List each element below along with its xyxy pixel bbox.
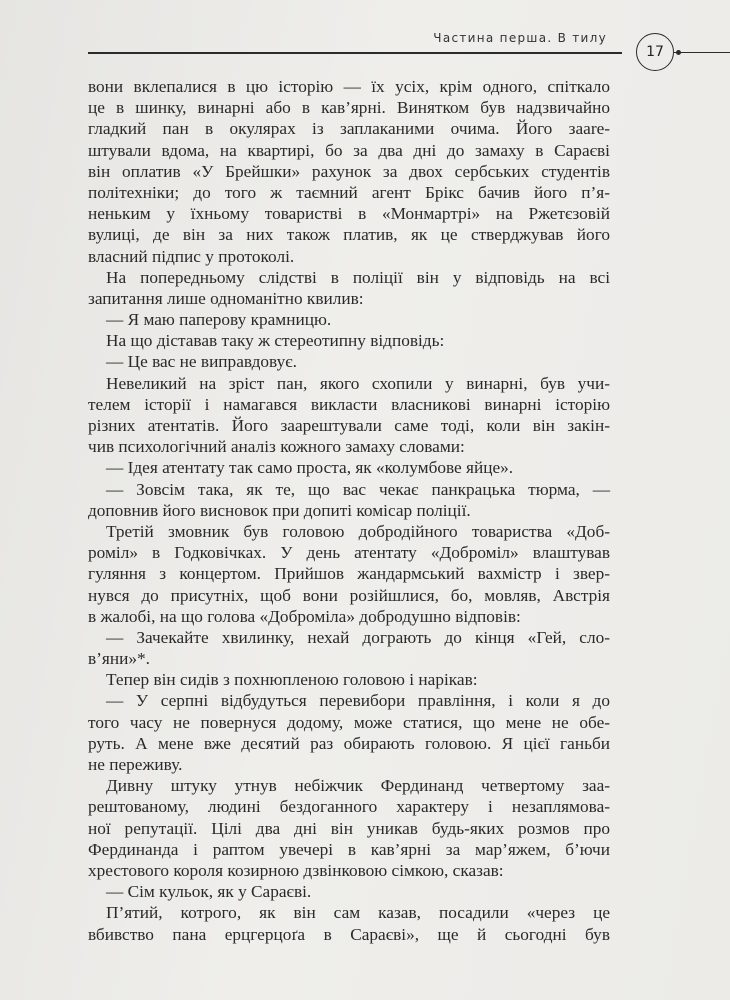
text-line: руть. А мене вже десятий раз обирають головою. Я цієї ганьби	[88, 733, 610, 753]
paragraph	[88, 309, 610, 330]
paragraph	[88, 267, 610, 309]
text-line: — Це вас не виправдовує.	[106, 352, 297, 372]
text-line: роміл» в Годковічках. У день атентату «Доброміл» влаштував	[88, 543, 610, 563]
text-line: гладкий пан в окулярах із заплаканими очима. Його заare-	[88, 119, 610, 139]
text-line: — Зачекайте хвилинку, нехай дограють до кінця «Гей, сло-	[106, 627, 610, 647]
text-line: запитання лише одноманітно квилив:	[88, 288, 364, 308]
body-text	[88, 76, 610, 945]
text-line: телем історії і намагався викласти власникові винарні історію	[88, 394, 610, 414]
paragraph	[88, 669, 610, 690]
text-line: штували вдома, на квартирі, бо за два дні до замаху в Сараєві	[88, 140, 610, 160]
text-line: доповнив його висновок при допиті комісар поліції.	[88, 500, 471, 520]
text-line: власний підпис у протоколі.	[88, 246, 295, 266]
text-line: Третій змовник був головою добродійного товариства «Доб-	[106, 521, 610, 541]
text-line: неньким у їхньому товаристві в «Монмартрі» на Ржетєзовій	[88, 204, 610, 224]
text-line: в жалобі, на що голова «Доброміла» добродушно відповів:	[88, 606, 521, 626]
paragraph	[88, 479, 610, 521]
text-line: різних атентатів. Його заарештували саме тоді, коли він закін-	[88, 416, 610, 435]
paragraph	[88, 351, 610, 372]
text-line: в’яни»*.	[88, 649, 150, 669]
text-line: На попередньому слідстві в поліції він у відповідь на всі	[106, 267, 610, 287]
text-line: Тепер він сидів з похнюпленою головою і нарікав:	[106, 670, 478, 690]
text-line: нувся до присутніх, щоб вони розійшлися, бо, мовляв, Австрія	[88, 585, 610, 605]
paragraph	[88, 902, 610, 944]
text-line: це в шинку, винарні або в кав’ярні. Винятком був надзвичайно	[88, 98, 610, 118]
text-line: — Зовсім така, як те, що вас чекає панкрацька тюрма, —	[106, 479, 610, 499]
page-number-connector-line	[674, 52, 730, 53]
text-line: політехніки; до того ж таємний агент Брікс бачив його п’я-	[88, 182, 610, 202]
text-line: — Ідея атентату так само проста, як «колумбове яйце».	[106, 458, 514, 478]
text-line: ної репутації. Цілі два дні він уникав будь-яких розмов про	[88, 818, 610, 838]
paragraph	[88, 690, 610, 775]
page-number: 17	[646, 44, 664, 60]
text-line: вбивство пана ерцгерцоґа в Сараєві», ще й сьогодні був	[88, 924, 610, 944]
text-line: того часу не повернуся додому, може статися, що мене не обе-	[88, 712, 610, 732]
text-line: — Я маю паперову крамницю.	[106, 310, 332, 330]
paragraph	[88, 457, 610, 478]
paragraph	[88, 373, 610, 458]
text-line: рештованому, людині бездоганного характеру і незаплямова-	[88, 797, 610, 817]
text-line: не переживу.	[88, 755, 183, 774]
text-line: Невеликий на зріст пан, якого схопили у винарні, був учи-	[106, 373, 610, 393]
paragraph	[88, 881, 610, 902]
page-number-badge	[636, 33, 674, 71]
text-line: Фердинанда і раптом увечері в кав’ярні за мар’яжем, б’ючи	[88, 839, 610, 859]
text-line: він оплатив «У Брейшки» рахунок за двох сербських студентів	[88, 161, 610, 181]
text-line: гуляння з концертом. Прийшов жандармський вахмістр і звер-	[88, 564, 610, 584]
text-line: П’ятий, котрого, як він сам казав, посадили «через це	[106, 903, 610, 923]
text-line: — У серпні відбудуться перевибори правління, і коли я до	[106, 691, 610, 711]
paragraph	[88, 775, 610, 881]
running-title: Частина перша. В тилу	[433, 31, 607, 45]
text-line: На що діставав таку ж стереотипну відповідь:	[106, 331, 445, 351]
text-line: вулиці, де він за них також платив, як це стверджував його	[88, 225, 610, 245]
text-line: хрестового короля козирною дзвінковою сімкою, сказав:	[88, 860, 504, 880]
text-line: чив психологічний аналіз кожного замаху словами:	[88, 437, 465, 457]
paragraph	[88, 521, 610, 627]
paragraph	[88, 330, 610, 351]
paragraph	[88, 76, 610, 267]
text-line: Дивну штуку утнув небіжчик Фердинанд четвертому заа-	[106, 776, 610, 796]
page-number-connector-dot	[676, 50, 681, 55]
paragraph	[88, 627, 610, 669]
header-rule	[88, 52, 622, 54]
text-line: — Сім кульок, як у Сараєві.	[106, 882, 312, 902]
text-line: вони вклепалися в цю історію — їх усіх, крім одного, спіткало	[88, 77, 610, 96]
